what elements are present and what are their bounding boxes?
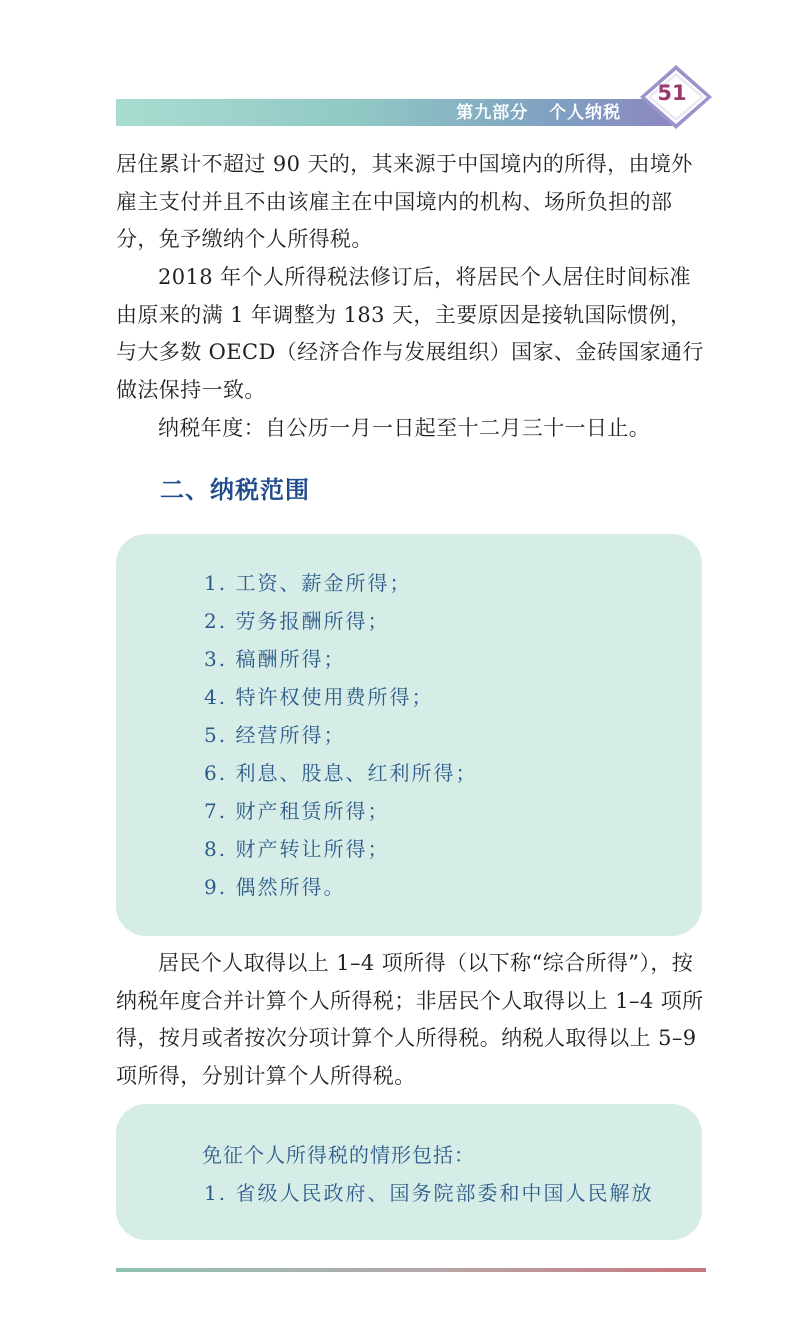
header-section: 第九部分 <box>456 103 529 123</box>
income-item: 7. 财产租赁所得； <box>204 799 390 823</box>
income-item: 8. 财产转让所得； <box>204 837 390 861</box>
running-header <box>456 100 621 126</box>
income-item: 1. 工资、薪金所得； <box>204 571 412 595</box>
paragraph-residence-exemption: 居住累计不超过 90 天的，其来源于中国境内的所得，由境外雇主支付并且不由该雇主在中国境内的机构、场所负担的部分，免予缴纳个人所得税。 <box>116 152 693 251</box>
page-number: 51 <box>657 81 687 105</box>
section-title: 二、纳税范围 <box>160 476 310 504</box>
paragraph-tax-year: 纳税年度：自公历一月一日起至十二月三十一日止。 <box>158 416 651 440</box>
income-item: 5. 经营所得； <box>204 723 346 747</box>
income-item: 3. 稿酬所得； <box>204 647 346 671</box>
income-item: 2. 劳务报酬所得； <box>204 609 390 633</box>
income-item: 9. 偶然所得。 <box>204 875 346 899</box>
paragraph-2018-revision: 2018 年个人所得税法修订后，将居民个人居住时间标准由原来的满 1 年调整为 183 天，主要原因是接轨国际惯例，与大多数 OECD（经济合作与发展组织）国家、金砖国家通行做法保持一致。 <box>116 265 704 402</box>
income-item: 4. 特许权使用费所得； <box>204 685 434 709</box>
income-item: 6. 利息、股息、红利所得； <box>204 761 478 785</box>
exemption-item: 1. 省级人民政府、国务院部委和中国人民解放 <box>204 1181 654 1205</box>
paragraph-comprehensive-income: 居民个人取得以上 1–4 项所得（以下称“综合所得”），按纳税年度合并计算个人所得税；非居民个人取得以上 1–4 项所得，按月或者按次分项计算个人所得税。纳税人取得以上 5–9 项所得，分别计算个人所得税。 <box>116 951 704 1088</box>
income-items-box <box>116 534 702 936</box>
header-title: 个人纳税 <box>549 103 621 123</box>
footer-rule <box>116 1268 706 1272</box>
exemption-box <box>116 1104 702 1240</box>
exemption-title: 免征个人所得税的情形包括： <box>202 1143 475 1167</box>
